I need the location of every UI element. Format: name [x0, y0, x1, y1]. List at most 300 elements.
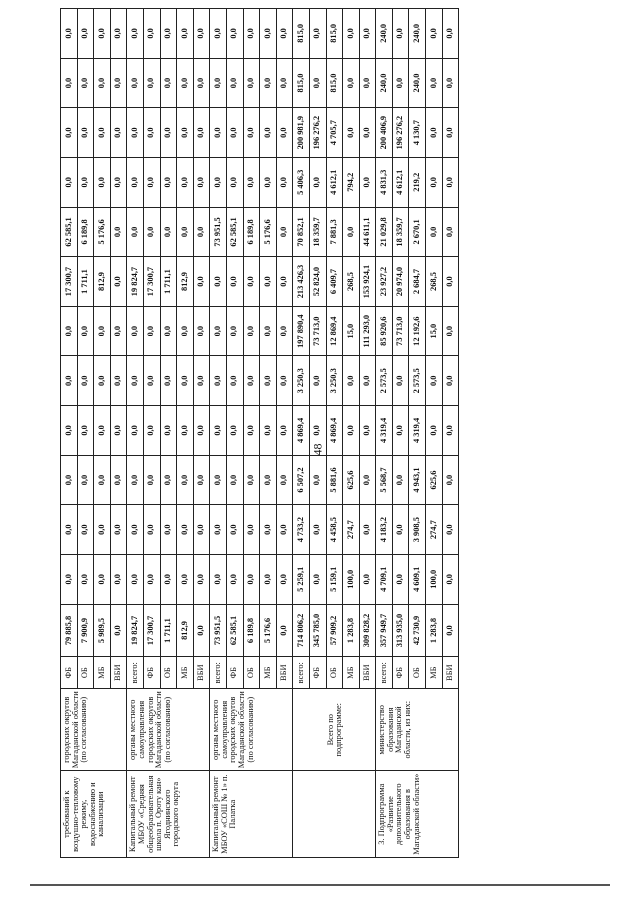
amount-cell: 3 908,5 — [409, 505, 426, 555]
funding-source: ВБИ — [442, 657, 459, 689]
amount-cell: 0,0 — [61, 58, 78, 108]
amount-cell: 5 259,1 — [293, 554, 310, 604]
amount-cell: 0,0 — [110, 207, 127, 257]
amount-cell: 0,0 — [210, 257, 227, 307]
amount-cell: 0,0 — [110, 157, 127, 207]
amount-cell: 0,0 — [61, 157, 78, 207]
amount-cell: 5 989,5 — [94, 604, 111, 657]
amount-cell: 0,0 — [260, 9, 277, 59]
amount-cell: 0,0 — [193, 406, 210, 456]
executor-name: городских округов Магаданской области (по согласованию) — [61, 689, 127, 771]
amount-cell: 4 609,1 — [409, 554, 426, 604]
amount-cell: 0,0 — [276, 306, 293, 356]
amount-cell: 0,0 — [243, 108, 260, 158]
amount-cell: 1 283,8 — [426, 604, 443, 657]
amount-cell: 2 684,7 — [409, 257, 426, 307]
amount-cell: 4 130,7 — [409, 108, 426, 158]
amount-cell: 0,0 — [392, 406, 409, 456]
amount-cell: 0,0 — [226, 356, 243, 406]
amount-cell: 0,0 — [226, 406, 243, 456]
amount-cell: 0,0 — [61, 108, 78, 158]
amount-cell: 0,0 — [309, 356, 326, 406]
amount-cell: 196 276,2 — [392, 108, 409, 158]
amount-cell: 153 924,1 — [359, 257, 376, 307]
amount-cell: 0,0 — [127, 157, 144, 207]
amount-cell: 0,0 — [442, 505, 459, 555]
amount-cell: 0,0 — [276, 257, 293, 307]
amount-cell: 6 189,8 — [243, 604, 260, 657]
amount-cell: 0,0 — [110, 257, 127, 307]
amount-cell: 268,5 — [343, 257, 360, 307]
amount-cell: 0,0 — [359, 108, 376, 158]
amount-cell: 200 406,9 — [376, 108, 393, 158]
amount-cell: 0,0 — [160, 406, 177, 456]
amount-cell: 0,0 — [442, 58, 459, 108]
amount-cell: 0,0 — [276, 505, 293, 555]
amount-cell: 0,0 — [426, 58, 443, 108]
amount-cell: 0,0 — [426, 9, 443, 59]
amount-cell: 0,0 — [210, 108, 227, 158]
amount-cell: 0,0 — [243, 505, 260, 555]
amount-cell: 0,0 — [177, 356, 194, 406]
amount-cell: 0,0 — [442, 157, 459, 207]
amount-cell: 0,0 — [177, 455, 194, 505]
amount-cell: 73 951,5 — [210, 604, 227, 657]
amount-cell: 240,0 — [376, 9, 393, 59]
amount-cell: 3 250,3 — [293, 356, 310, 406]
activity-name: требований к воздушно-тепловому режиму, водоснабжению и канализации — [61, 771, 127, 858]
amount-cell: 0,0 — [160, 505, 177, 555]
amount-cell: 0,0 — [343, 58, 360, 108]
amount-cell: 0,0 — [343, 108, 360, 158]
amount-cell: 345 785,0 — [309, 604, 326, 657]
amount-cell: 0,0 — [442, 306, 459, 356]
amount-cell: 0,0 — [193, 58, 210, 108]
amount-cell: 0,0 — [426, 356, 443, 406]
amount-cell: 0,0 — [226, 108, 243, 158]
amount-cell: 0,0 — [276, 58, 293, 108]
amount-cell: 0,0 — [127, 505, 144, 555]
amount-cell: 73 951,5 — [210, 207, 227, 257]
executor-name: министерство образования Магаданской области, из них: — [376, 689, 459, 771]
amount-cell: 2 573,5 — [376, 356, 393, 406]
amount-cell: 815,0 — [326, 9, 343, 59]
amount-cell: 0,0 — [276, 9, 293, 59]
amount-cell: 0,0 — [177, 406, 194, 456]
amount-cell: 0,0 — [276, 604, 293, 657]
amount-cell: 0,0 — [127, 406, 144, 456]
amount-cell: 0,0 — [210, 9, 227, 59]
funding-source: ФБ — [143, 657, 160, 689]
amount-cell: 0,0 — [243, 257, 260, 307]
amount-cell: 0,0 — [243, 306, 260, 356]
funding-source: ВБИ — [276, 657, 293, 689]
amount-cell: 0,0 — [260, 257, 277, 307]
amount-cell: 0,0 — [160, 455, 177, 505]
amount-cell: 0,0 — [61, 9, 78, 59]
amount-cell: 0,0 — [77, 306, 94, 356]
amount-cell: 79 885,8 — [61, 604, 78, 657]
amount-cell: 5 176,6 — [94, 207, 111, 257]
amount-cell: 0,0 — [193, 306, 210, 356]
amount-cell: 0,0 — [110, 455, 127, 505]
amount-cell: 309 828,2 — [359, 604, 376, 657]
amount-cell: 0,0 — [309, 157, 326, 207]
funding-source: МБ — [260, 657, 277, 689]
amount-cell: 0,0 — [359, 554, 376, 604]
amount-cell: 44 611,1 — [359, 207, 376, 257]
amount-cell: 0,0 — [359, 356, 376, 406]
amount-cell: 0,0 — [193, 554, 210, 604]
table-row — [127, 9, 144, 858]
amount-cell: 4 705,7 — [326, 108, 343, 158]
amount-cell: 0,0 — [193, 157, 210, 207]
amount-cell: 85 920,6 — [376, 306, 393, 356]
amount-cell: 19 824,7 — [127, 257, 144, 307]
amount-cell: 5 568,7 — [376, 455, 393, 505]
funding-source: ОБ — [409, 657, 426, 689]
amount-cell: 0,0 — [309, 9, 326, 59]
table-row — [61, 9, 78, 858]
amount-cell: 0,0 — [243, 554, 260, 604]
amount-cell: 0,0 — [243, 9, 260, 59]
amount-cell: 0,0 — [442, 356, 459, 406]
amount-cell: 5 406,3 — [293, 157, 310, 207]
funding-source: всего: — [376, 657, 393, 689]
amount-cell: 357 949,7 — [376, 604, 393, 657]
amount-cell: 0,0 — [210, 157, 227, 207]
amount-cell: 0,0 — [226, 455, 243, 505]
amount-cell: 0,0 — [392, 356, 409, 406]
amount-cell: 0,0 — [143, 356, 160, 406]
amount-cell: 18 359,7 — [309, 207, 326, 257]
budget-table — [60, 8, 459, 858]
amount-cell: 219,2 — [409, 157, 426, 207]
amount-cell: 0,0 — [210, 306, 227, 356]
amount-cell: 0,0 — [210, 455, 227, 505]
amount-cell: 18 359,7 — [392, 207, 409, 257]
funding-source: ФБ — [392, 657, 409, 689]
funding-source: ВБИ — [193, 657, 210, 689]
amount-cell: 0,0 — [243, 58, 260, 108]
amount-cell: 62 585,1 — [226, 207, 243, 257]
amount-cell: 4 458,5 — [326, 505, 343, 555]
funding-source: МБ — [343, 657, 360, 689]
amount-cell: 0,0 — [143, 58, 160, 108]
amount-cell: 815,0 — [326, 58, 343, 108]
funding-source: ОБ — [160, 657, 177, 689]
amount-cell: 0,0 — [94, 554, 111, 604]
amount-cell: 197 890,4 — [293, 306, 310, 356]
amount-cell: 0,0 — [177, 505, 194, 555]
amount-cell: 0,0 — [61, 306, 78, 356]
executor-name: органы местного самоуправления городских округов Магаданской области (по согласованию) — [210, 689, 293, 771]
amount-cell: 0,0 — [392, 58, 409, 108]
amount-cell: 0,0 — [160, 554, 177, 604]
amount-cell: 100,0 — [343, 554, 360, 604]
amount-cell: 4 709,1 — [376, 554, 393, 604]
funding-source: ВБИ — [110, 657, 127, 689]
amount-cell: 0,0 — [226, 306, 243, 356]
amount-cell: 0,0 — [193, 505, 210, 555]
table-row — [210, 9, 227, 858]
amount-cell: 5 159,1 — [326, 554, 343, 604]
amount-cell: 0,0 — [276, 207, 293, 257]
amount-cell: 0,0 — [260, 554, 277, 604]
funding-source: ОБ — [326, 657, 343, 689]
amount-cell: 0,0 — [77, 505, 94, 555]
amount-cell: 0,0 — [110, 505, 127, 555]
amount-cell: 0,0 — [426, 207, 443, 257]
amount-cell: 17 300,7 — [143, 604, 160, 657]
executor-name: Всего по подпрограмме: — [293, 689, 376, 771]
amount-cell: 70 852,1 — [293, 207, 310, 257]
amount-cell: 0,0 — [160, 9, 177, 59]
amount-cell: 52 824,0 — [309, 257, 326, 307]
amount-cell: 0,0 — [359, 455, 376, 505]
amount-cell: 812,9 — [177, 257, 194, 307]
amount-cell: 0,0 — [442, 554, 459, 604]
amount-cell: 4 319,4 — [409, 406, 426, 456]
amount-cell: 815,0 — [293, 58, 310, 108]
amount-cell: 0,0 — [276, 356, 293, 406]
amount-cell: 0,0 — [61, 356, 78, 406]
amount-cell: 0,0 — [94, 406, 111, 456]
amount-cell: 12 869,4 — [326, 306, 343, 356]
amount-cell: 0,0 — [193, 9, 210, 59]
amount-cell: 0,0 — [359, 157, 376, 207]
amount-cell: 15,0 — [343, 306, 360, 356]
amount-cell: 111 293,0 — [359, 306, 376, 356]
amount-cell: 0,0 — [442, 108, 459, 158]
amount-cell: 0,0 — [276, 455, 293, 505]
amount-cell: 794,2 — [343, 157, 360, 207]
amount-cell: 100,0 — [426, 554, 443, 604]
amount-cell: 0,0 — [77, 554, 94, 604]
amount-cell: 5 176,6 — [260, 604, 277, 657]
amount-cell: 0,0 — [94, 306, 111, 356]
amount-cell: 1 711,1 — [160, 604, 177, 657]
amount-cell: 0,0 — [143, 306, 160, 356]
amount-cell: 0,0 — [127, 306, 144, 356]
amount-cell: 0,0 — [77, 157, 94, 207]
amount-cell: 6 507,2 — [293, 455, 310, 505]
page-number: 48 — [310, 443, 325, 456]
amount-cell: 0,0 — [110, 604, 127, 657]
amount-cell: 0,0 — [193, 604, 210, 657]
amount-cell: 812,9 — [177, 604, 194, 657]
amount-cell: 0,0 — [359, 505, 376, 555]
amount-cell: 0,0 — [260, 406, 277, 456]
amount-cell: 0,0 — [110, 58, 127, 108]
amount-cell: 0,0 — [442, 207, 459, 257]
amount-cell: 6 189,8 — [77, 207, 94, 257]
amount-cell: 0,0 — [442, 257, 459, 307]
amount-cell: 213 426,3 — [293, 257, 310, 307]
funding-source: ОБ — [77, 657, 94, 689]
activity-name: Капитальный ремонт МБОУ «Средняя общеобразовательная школа п. Ороту кан» Ягоднинского городского округа — [127, 771, 210, 858]
amount-cell: 0,0 — [160, 157, 177, 207]
amount-cell: 6 409,7 — [326, 257, 343, 307]
amount-cell: 4 612,1 — [392, 157, 409, 207]
amount-cell: 0,0 — [343, 9, 360, 59]
executor-name: органы местного самоуправления городских округов Магаданской области (по согласованию) — [127, 689, 210, 771]
amount-cell: 0,0 — [127, 108, 144, 158]
funding-source: ОБ — [243, 657, 260, 689]
amount-cell: 1 711,1 — [160, 257, 177, 307]
amount-cell: 0,0 — [143, 505, 160, 555]
rotated-table-container — [60, 8, 580, 858]
activity-name — [293, 771, 376, 858]
amount-cell: 0,0 — [210, 58, 227, 108]
amount-cell: 1 283,8 — [343, 604, 360, 657]
amount-cell: 0,0 — [127, 455, 144, 505]
amount-cell: 0,0 — [110, 406, 127, 456]
amount-cell: 0,0 — [94, 505, 111, 555]
amount-cell: 0,0 — [226, 505, 243, 555]
amount-cell: 4 319,4 — [376, 406, 393, 456]
amount-cell: 62 585,1 — [61, 207, 78, 257]
amount-cell: 0,0 — [359, 9, 376, 59]
amount-cell: 274,7 — [343, 505, 360, 555]
amount-cell: 0,0 — [226, 554, 243, 604]
amount-cell: 4 943,1 — [409, 455, 426, 505]
funding-source: ФБ — [309, 657, 326, 689]
amount-cell: 0,0 — [226, 58, 243, 108]
amount-cell: 0,0 — [160, 207, 177, 257]
amount-cell: 0,0 — [260, 505, 277, 555]
amount-cell: 0,0 — [160, 58, 177, 108]
amount-cell: 815,0 — [293, 9, 310, 59]
amount-cell: 0,0 — [77, 356, 94, 406]
amount-cell: 0,0 — [226, 9, 243, 59]
amount-cell: 0,0 — [77, 455, 94, 505]
amount-cell: 0,0 — [193, 257, 210, 307]
amount-cell: 0,0 — [177, 58, 194, 108]
amount-cell: 268,5 — [426, 257, 443, 307]
amount-cell: 0,0 — [392, 505, 409, 555]
funding-source: МБ — [94, 657, 111, 689]
amount-cell: 0,0 — [143, 9, 160, 59]
amount-cell: 0,0 — [110, 356, 127, 406]
amount-cell: 2 573,5 — [409, 356, 426, 406]
amount-cell: 0,0 — [160, 306, 177, 356]
funding-source: МБ — [177, 657, 194, 689]
amount-cell: 0,0 — [210, 505, 227, 555]
amount-cell: 5 176,6 — [260, 207, 277, 257]
amount-cell: 200 981,9 — [293, 108, 310, 158]
amount-cell: 0,0 — [276, 108, 293, 158]
amount-cell: 0,0 — [260, 455, 277, 505]
amount-cell: 0,0 — [309, 455, 326, 505]
amount-cell: 0,0 — [77, 406, 94, 456]
amount-cell: 0,0 — [359, 406, 376, 456]
amount-cell: 0,0 — [77, 9, 94, 59]
amount-cell: 0,0 — [426, 108, 443, 158]
amount-cell: 62 585,1 — [226, 604, 243, 657]
amount-cell: 0,0 — [276, 157, 293, 207]
amount-cell: 0,0 — [426, 157, 443, 207]
amount-cell: 0,0 — [177, 9, 194, 59]
amount-cell: 0,0 — [94, 356, 111, 406]
amount-cell: 625,6 — [426, 455, 443, 505]
amount-cell: 0,0 — [177, 157, 194, 207]
amount-cell: 0,0 — [177, 108, 194, 158]
amount-cell: 12 192,6 — [409, 306, 426, 356]
amount-cell: 274,7 — [426, 505, 443, 555]
bottom-rule — [30, 884, 610, 886]
table-row — [376, 9, 393, 858]
amount-cell: 4 612,1 — [326, 157, 343, 207]
amount-cell: 0,0 — [127, 554, 144, 604]
amount-cell: 4 869,4 — [326, 406, 343, 456]
amount-cell: 15,0 — [426, 306, 443, 356]
amount-cell: 0,0 — [61, 505, 78, 555]
amount-cell: 0,0 — [110, 108, 127, 158]
funding-source: ФБ — [226, 657, 243, 689]
amount-cell: 0,0 — [226, 157, 243, 207]
amount-cell: 0,0 — [177, 207, 194, 257]
amount-cell: 6 189,8 — [243, 207, 260, 257]
amount-cell: 0,0 — [127, 58, 144, 108]
amount-cell: 0,0 — [110, 9, 127, 59]
amount-cell: 0,0 — [193, 356, 210, 406]
amount-cell: 625,6 — [343, 455, 360, 505]
amount-cell: 0,0 — [127, 356, 144, 406]
amount-cell: 5 881,6 — [326, 455, 343, 505]
table-body — [61, 9, 459, 858]
amount-cell: 7 900,9 — [77, 604, 94, 657]
amount-cell: 0,0 — [210, 356, 227, 406]
amount-cell: 0,0 — [243, 406, 260, 456]
amount-cell: 0,0 — [94, 9, 111, 59]
amount-cell: 4 733,2 — [293, 505, 310, 555]
amount-cell: 4 831,3 — [376, 157, 393, 207]
amount-cell: 73 713,0 — [392, 306, 409, 356]
amount-cell: 0,0 — [442, 406, 459, 456]
table-row — [293, 9, 310, 858]
amount-cell: 0,0 — [226, 257, 243, 307]
amount-cell: 313 935,0 — [392, 604, 409, 657]
amount-cell: 0,0 — [260, 306, 277, 356]
amount-cell: 0,0 — [177, 306, 194, 356]
funding-source: ВБИ — [359, 657, 376, 689]
amount-cell: 240,0 — [409, 9, 426, 59]
amount-cell: 2 670,1 — [409, 207, 426, 257]
amount-cell: 0,0 — [442, 604, 459, 657]
amount-cell: 17 300,7 — [143, 257, 160, 307]
funding-source: всего: — [127, 657, 144, 689]
amount-cell: 0,0 — [177, 554, 194, 604]
amount-cell: 812,9 — [94, 257, 111, 307]
amount-cell: 0,0 — [309, 554, 326, 604]
amount-cell: 240,0 — [376, 58, 393, 108]
amount-cell: 0,0 — [61, 554, 78, 604]
amount-cell: 0,0 — [260, 356, 277, 406]
amount-cell: 20 974,0 — [392, 257, 409, 307]
amount-cell: 4 183,2 — [376, 505, 393, 555]
amount-cell: 0,0 — [442, 9, 459, 59]
amount-cell: 0,0 — [442, 455, 459, 505]
amount-cell: 0,0 — [94, 455, 111, 505]
amount-cell: 0,0 — [143, 157, 160, 207]
amount-cell: 0,0 — [260, 157, 277, 207]
amount-cell: 42 730,9 — [409, 604, 426, 657]
amount-cell: 0,0 — [193, 207, 210, 257]
amount-cell: 0,0 — [193, 455, 210, 505]
funding-source: всего: — [210, 657, 227, 689]
amount-cell: 3 250,3 — [326, 356, 343, 406]
